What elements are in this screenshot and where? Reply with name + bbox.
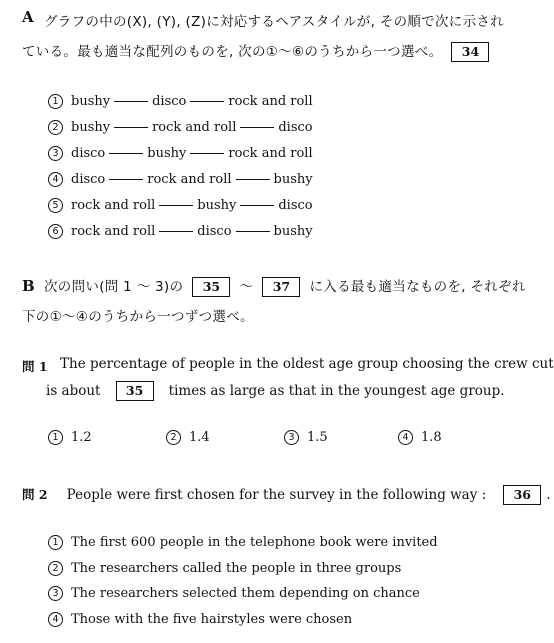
dash-separator — [109, 153, 143, 154]
q2-text: People were first chosen for the survey in the following way : — [66, 487, 487, 503]
choice-text: The researchers selected them depending on chance — [71, 586, 420, 601]
answer-box-35: 35 — [192, 277, 230, 297]
option-number-circle: 4 — [48, 172, 63, 187]
dash-separator — [109, 179, 143, 180]
option-item: disco — [197, 224, 232, 239]
choice-text: Those with the five hairstyles were chosen — [71, 611, 353, 627]
option-item: rock and roll — [71, 224, 156, 239]
option-item: rock and roll — [147, 172, 232, 187]
q2-answer-box-36: 36 — [503, 485, 541, 505]
option-item: rock and roll — [228, 94, 313, 109]
choice-text: 1.8 — [421, 430, 442, 445]
choice-number-circle: 2 — [48, 561, 63, 576]
q1-line2-row — [46, 380, 505, 401]
choice-number-circle: 1 — [48, 535, 63, 550]
choice-number-circle: 1 — [48, 430, 63, 445]
dash-separator — [236, 179, 270, 180]
option-row — [48, 224, 313, 239]
option-item: disco — [71, 172, 106, 187]
q1-line2-after: times as large as that in the youngest age group. — [168, 383, 505, 399]
option-row — [48, 198, 313, 213]
option-item: rock and roll — [228, 146, 313, 161]
dash-separator — [240, 127, 274, 128]
answer-box-34: 34 — [451, 42, 489, 62]
option-row — [48, 146, 313, 161]
choice-number-circle: 4 — [48, 612, 63, 627]
dash-separator — [159, 205, 193, 206]
option-row — [48, 120, 313, 135]
dash-separator — [190, 101, 224, 102]
choice-text: The researchers called the people in three groups — [71, 560, 402, 576]
q1-line1: The percentage of people in the oldest age group choosing the crew cut — [60, 356, 554, 372]
option-number-circle: 5 — [48, 198, 63, 213]
section-b-intro-line1-row — [44, 275, 526, 297]
section-b-intro-line2: 下の①～④のうちから一つずつ選べ。 — [22, 309, 254, 325]
option-row — [48, 94, 313, 109]
section-a-intro-line2: ている。最も適当な配列のものを, 次の①～⑥のうちから一つ選べ。 — [22, 44, 443, 60]
option-item: rock and roll — [152, 120, 237, 135]
q1-choice — [48, 430, 92, 445]
q2-choice — [48, 586, 420, 601]
q1-label: 問 1 — [22, 359, 48, 374]
choice-text: 1.5 — [307, 430, 328, 445]
option-item: bushy — [273, 172, 313, 187]
option-item: bushy — [273, 224, 313, 239]
q2-choice — [48, 612, 352, 627]
section-b-intro-part1: 次の問い(問 1 ～ 3)の — [44, 279, 184, 295]
choice-number-circle: 4 — [398, 430, 413, 445]
section-b-intro-part2: に入る最も適当なものを, それぞれ — [309, 279, 526, 295]
option-row — [48, 172, 313, 187]
choice-text: 1.2 — [71, 430, 92, 445]
choice-number-circle: 3 — [48, 586, 63, 601]
q1-answer-box-35: 35 — [116, 381, 154, 401]
q2-choice — [48, 561, 401, 576]
option-number-circle: 3 — [48, 146, 63, 161]
section-b-label: B — [22, 277, 35, 295]
choice-text: 1.4 — [189, 430, 210, 445]
option-item: bushy — [197, 198, 237, 213]
q2-row — [22, 484, 551, 505]
dash-separator — [114, 101, 148, 102]
dash-separator — [236, 231, 270, 232]
option-item: disco — [71, 146, 106, 161]
q2-choice — [48, 535, 438, 550]
option-number-circle: 6 — [48, 224, 63, 239]
option-item: bushy — [147, 146, 187, 161]
section-b-tilde: ～ — [239, 279, 254, 295]
q1-choice — [284, 430, 328, 445]
q2-label: 問 2 — [22, 487, 48, 502]
option-number-circle: 2 — [48, 120, 63, 135]
option-item: rock and roll — [71, 198, 156, 213]
q1-choice — [398, 430, 442, 445]
choice-number-circle: 3 — [284, 430, 299, 445]
option-item: disco — [278, 120, 313, 135]
q1-choice — [166, 430, 210, 445]
option-item: disco — [152, 94, 187, 109]
section-a-intro-line1: グラフの中の(X), (Y), (Z)に対応するヘアスタイルが, その順で次に示され — [44, 14, 504, 30]
section-a-label: A — [22, 8, 34, 26]
q2-end-punct: . — [546, 487, 551, 503]
dash-separator — [190, 153, 224, 154]
dash-separator — [240, 205, 274, 206]
answer-box-37: 37 — [262, 277, 300, 297]
choice-text: The first 600 people in the telephone book were invited — [71, 535, 438, 550]
choice-number-circle: 2 — [166, 430, 181, 445]
dash-separator — [114, 127, 148, 128]
option-item: bushy — [71, 94, 111, 109]
dash-separator — [159, 231, 193, 232]
section-a-intro-line2-row — [22, 40, 489, 62]
option-item: bushy — [71, 120, 111, 135]
q1-line2-before: is about — [46, 383, 101, 399]
option-item: disco — [278, 198, 313, 213]
option-number-circle: 1 — [48, 94, 63, 109]
